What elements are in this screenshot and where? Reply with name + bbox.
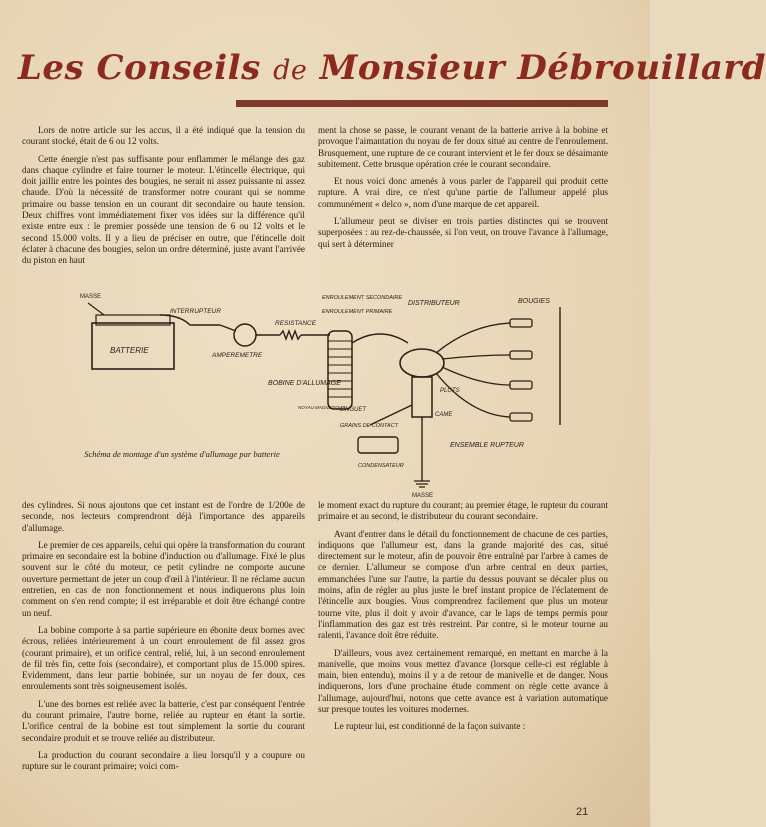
title-underline xyxy=(236,100,608,107)
column-left-top xyxy=(22,125,305,273)
paragraph: Avant d'entrer dans le détail du fonctionnement de chacune de ces parties, indiquons que l'allumeur est, dans la grande majorité des cas, situé directement sur le moteur, afin de pouvoir être entraîné par l'arbre à cames de ce dernier. L'allumeur se compose d'un arbre central en deux parties, emmanchées l'une sur l'autre, la partie du dessus pouvant se décaler plus ou moins, afin de régler au plus juste le bref instant propice de l'éclatement de l'étincelle aux bougies. Vous comprendrez facilement que plus un moteur tourne vite, plus il doit y avoir d'avance, car le laps de temps permis pour l'inflammation des gaz est très restreint. Par contre, si le moteur tourne au ralenti, l'avance doit être réduite. xyxy=(318,528,608,641)
spark-plug-wires xyxy=(436,323,510,417)
title-word-conseils: Les Conseils xyxy=(18,48,261,88)
label-came: CAME xyxy=(435,412,453,418)
wire-coil-distributor xyxy=(352,334,408,343)
label-interrupteur: INTERRUPTEUR xyxy=(170,308,221,315)
resistance-symbol xyxy=(280,331,301,339)
ammeter-icon xyxy=(234,324,256,346)
label-distributeur: DISTRIBUTEUR xyxy=(408,300,460,307)
label-linguet: LINGUET xyxy=(340,407,367,413)
label-condensateur: CONDENSATEUR xyxy=(358,463,404,469)
paragraph: Et nous voici donc amenés à vous parler de l'appareil qui produit cette rupture. A vrai dire, ce n'est qu'une partie de l'allumeur appelé plus communément « delco », nom d'une marque de cet appareil. xyxy=(318,176,608,209)
column-right-top xyxy=(318,125,608,256)
column-left-bottom xyxy=(22,500,305,779)
ground-wire-top xyxy=(88,303,104,315)
paragraph: le moment exact du rupture du courant; au premier étage, le rupteur du courant primaire et au second, le distributeur du courant secondaire. xyxy=(318,500,608,522)
label-grains: GRAINS DE CONTACT xyxy=(340,423,398,429)
label-plots: PLOTS xyxy=(440,388,460,394)
paragraph: Lors de notre article sur les accus, il a été indiqué que la tension du courant stocké, était de 6 ou 12 volts. xyxy=(22,125,305,147)
column-right-bottom xyxy=(318,500,608,739)
label-bougies: BOUGIES xyxy=(518,298,550,305)
label-ensemble-rupteur: ENSEMBLE RUPTEUR xyxy=(450,442,524,449)
coil-windings xyxy=(328,341,352,397)
paragraph: L'allumeur peut se diviser en trois parties distinctes qui se trouvent superposées : au rez-de-chaussée, si l'on veut, on trouve l'avance à l'allumage, qui sert à déterminer xyxy=(318,216,608,249)
page-number: 21 xyxy=(576,806,589,818)
paragraph: des cylindres. Si nous ajoutons que cet instant est de l'ordre de 1/200e de seconde, nos lecteurs comprendront déjà l'importance des appareils d'allumage. xyxy=(22,500,305,533)
condenser-icon xyxy=(358,437,398,453)
wire-switch-ammeter xyxy=(220,325,236,331)
article-title xyxy=(18,48,766,100)
title-word-monsieur: Monsieur Débrouillard xyxy=(319,48,766,88)
title-word-de: de xyxy=(273,55,308,86)
diagram-caption: Schéma de montage d'un système d'allumage par batterie xyxy=(84,449,280,459)
label-enroulement-primaire: ENROULEMENT PRIMAIRE xyxy=(322,309,393,315)
ground-symbol xyxy=(414,481,430,487)
spark-plug-icons xyxy=(510,319,532,421)
label-masse-bottom: MASSE xyxy=(412,493,434,499)
label-batterie: BATTERIE xyxy=(110,346,149,355)
ignition-wiring-diagram xyxy=(40,285,620,505)
label-bobine: BOBINE D'ALLUMAGE xyxy=(268,380,341,387)
paragraph: ment la chose se passe, le courant venant de la batterie arrive à la bobine et provoque l'aimantation du noyau de fer doux situé au centre de l'enroulement. Brusquement, une rupture de ce courant intervient et le fer doux se désaimante subitement. Cette brusque opération crée le courant secondaire. xyxy=(318,125,608,169)
label-amperemetre: AMPEREMETRE xyxy=(212,352,263,359)
distributor-cap xyxy=(400,349,444,377)
paragraph: Cette énergie n'est pas suffisante pour enflammer le mélange des gaz dans chaque cylindre et faire tourner le moteur. L'étincelle électrique, qui doit jaillir entre les pointes des bougies, ne serait ni assez puissante ni assez chaude. D'où la nécessité de transformer notre courant qui se nomme primaire ou basse tension en un courant dit secondaire ou haute tension. Deux chiffres vont immédiatement fixer vos idées sur la différence qu'il existe entre eux : le premier possède une tension de 6 ou 12 volts et le second 15.000 volts. Il y a lieu de préciser en outre, que l'étincelle doit éclater à chacune des bougies, selon un ordre déterminé, juste avant l'arrivée du piston en haut xyxy=(22,153,305,266)
paragraph: La bobine comporte à sa partie supérieure en ébonite deux bornes avec écrous, reliées intérieurement à un court enroulement de fil assez gros (courant primaire), et un orifice central, relié, lui, à un second enroulement de fil très fin, cette fois (secondaire), et comportant plus de 15.000 spires. Evidemment, dans leur partie bobinée, sur un noyau de fer doux, ces enroulements sont très soigneusement isolés. xyxy=(22,624,305,692)
linguet-arm xyxy=(370,405,412,425)
label-masse-top: MASSE xyxy=(80,294,102,300)
distributor-body xyxy=(412,377,432,417)
label-resistance: RESISTANCE xyxy=(275,320,317,327)
paragraph: Le premier de ces appareils, celui qui opère la transformation du courant primaire en secondaire est la bobine d'induction ou d'allumage. Fixé le plus souvent sur le côté du moteur, ce petit cylindre ne comporte aucune ouverture permettant de jeter un coup d'œil à l'intérieur. Il ne réclame aucun entretien, en cas de non fonctionnement et nous indiquerons plus loin comment on s'en rend compte; il est irréparable et doit être échangé contre un neuf. xyxy=(22,539,305,618)
label-enroulement-secondaire: ENROULEMENT SECONDAIRE xyxy=(322,295,403,301)
paragraph: L'une des bornes est reliée avec la batterie, c'est par conséquent l'entrée du courant primaire, l'autre borne, reliée au rupteur en étant la sortie. L'orifice central de la bobine est tout simplement la sortie du courant secondaire produit et se trouve reliée au distributeur. xyxy=(22,698,305,743)
label-noyau: NOYAU MAGNETIQUE xyxy=(298,405,346,410)
paragraph: D'ailleurs, vous avez certainement remarqué, en mettant en marche à la manivelle, que moins vous mettez d'avance (lorsque celle-ci est réglable à main, bien entendu), moins il y a de retour de manivelle et de danger. Nous indiquerons, lors d'une prochaine étude comment on règle cette avance à l'allumage, aujourd'hui, notons que cette avance est à variation automatique sur presque toutes les voitures modernes. xyxy=(318,647,608,715)
paragraph: La production du courant secondaire a lieu lorsqu'il y a coupure ou rupture sur le courant primaire; voici com- xyxy=(22,749,305,772)
paragraph: Le rupteur lui, est conditionné de la façon suivante : xyxy=(334,721,526,732)
